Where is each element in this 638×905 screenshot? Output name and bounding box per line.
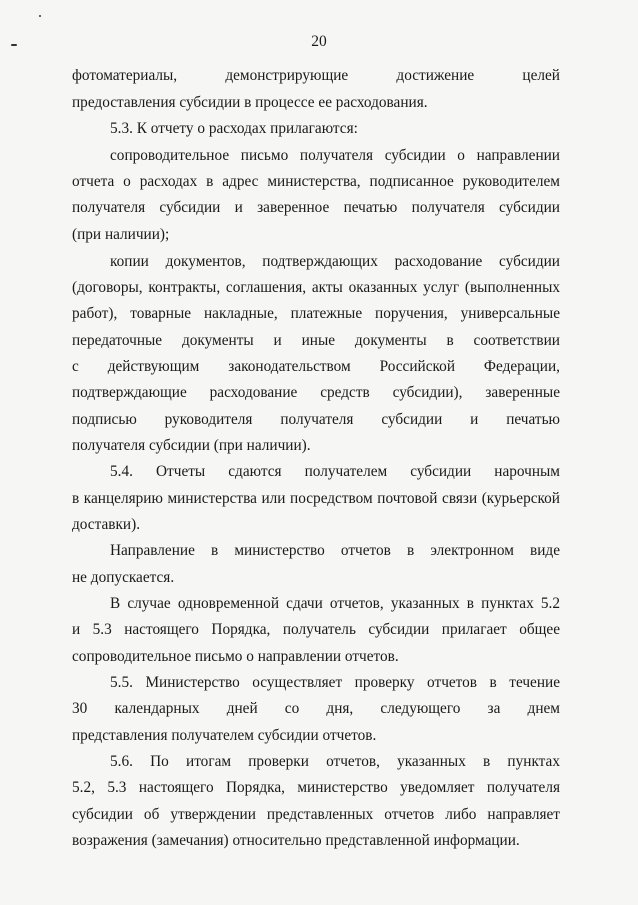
text-line: отчета о расходах в адрес министерства, подписанное руководителем [72, 173, 560, 190]
text-line: представления получателем субсидии отчетов. [72, 727, 377, 744]
text-line: копии документов, подтверждающих расходование субсидии [110, 253, 560, 270]
text-line: 5.4. Отчеты сдаются получателем субсидии нарочным [110, 463, 560, 480]
text-line: получателя субсидии (при наличии). [72, 437, 311, 454]
text-line: получателя субсидии и заверенное печатью получателя субсидии [72, 199, 560, 216]
text-line: доставки). [72, 516, 141, 533]
text-line: предоставления субсидии в процессе ее расходования. [72, 94, 428, 111]
text-line: (договоры, контракты, соглашения, акты оказанных услуг (выполненных [72, 279, 560, 296]
page-number: 20 [311, 33, 327, 50]
text-line: Направление в министерство отчетов в электронном виде [110, 542, 560, 559]
text-line: в канцелярию министерства или посредством почтовой связи (курьерской [72, 490, 560, 507]
text-line: сопроводительное письмо о направлении отчетов. [72, 648, 399, 665]
text-line: передаточные документы и иные документы в соответствии [72, 332, 560, 349]
text-line: подписью руководителя получателя субсидии и печатью [72, 411, 560, 428]
text-line: 5.2, 5.3 настоящего Порядка, министерство уведомляет получателя [72, 779, 560, 796]
text-line: не допускается. [72, 569, 175, 586]
text-line: подтверждающие расходование средств субсидии), заверенные [72, 384, 560, 401]
text-line: 5.3. К отчету о расходах прилагаются: [110, 120, 358, 137]
text-line: сопроводительное письмо получателя субсидии о направлении [110, 147, 560, 164]
text-line: работ), товарные накладные, платежные поручения, универсальные [72, 305, 560, 322]
text-line: возражения (замечания) относительно представленной информации. [72, 832, 520, 849]
text-line: (при наличии); [72, 226, 170, 243]
scan-mark [39, 15, 41, 17]
text-line: фотоматериалы, демонстрирующие достижение целей [72, 67, 560, 84]
text-line: В случае одновременной сдачи отчетов, указанных в пунктах 5.2 [110, 595, 560, 612]
text-line: с действующим законодательством Российской Федерации, [72, 358, 560, 375]
text-line: субсидии об утверждении представленных отчетов либо направляет [72, 806, 560, 823]
text-line: 30 календарных дней со дня, следующего за днем [72, 700, 560, 717]
text-line: и 5.3 настоящего Порядка, получатель субсидии прилагает общее [72, 621, 560, 638]
text-line: 5.5. Министерство осуществляет проверку отчетов в течение [110, 674, 560, 691]
text-line: 5.6. По итогам проверки отчетов, указанных в пунктах [110, 753, 560, 770]
